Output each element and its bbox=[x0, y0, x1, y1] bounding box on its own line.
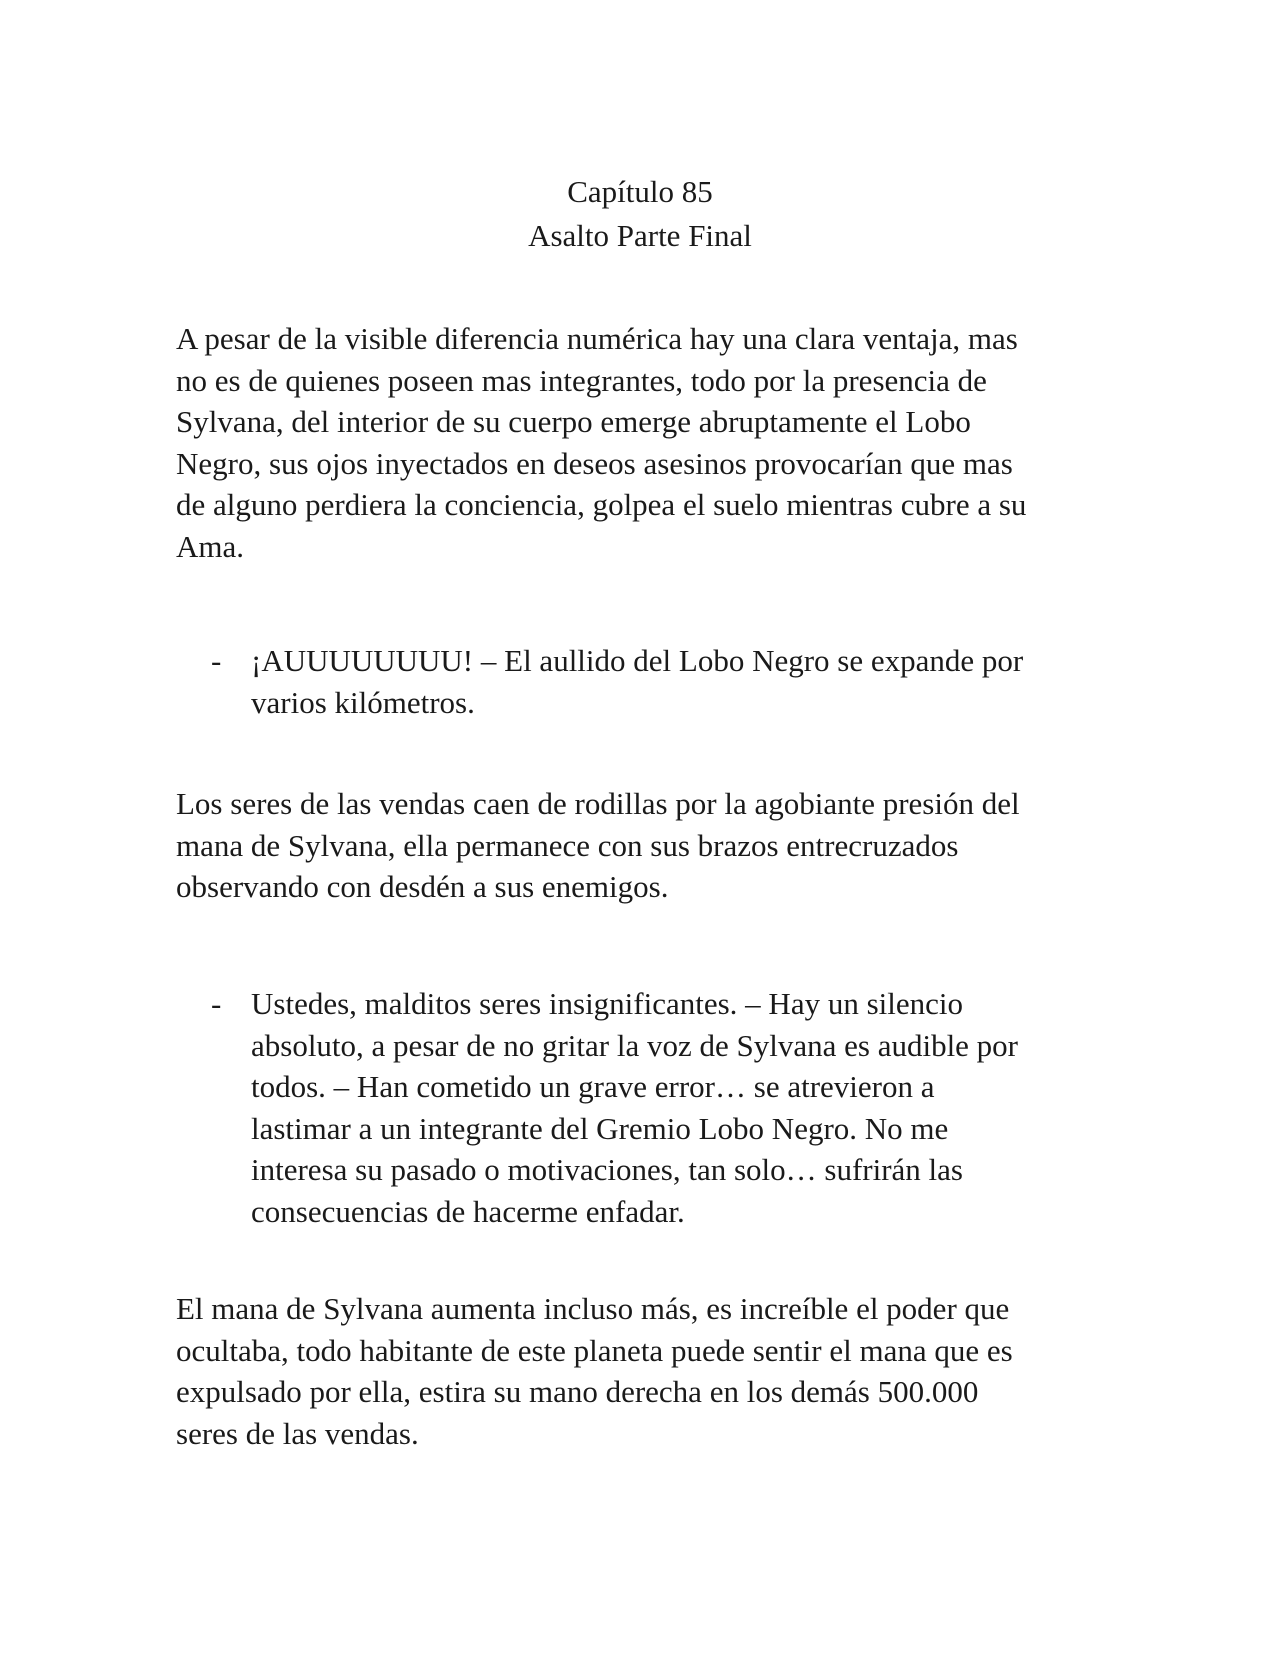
paragraph-3 bbox=[176, 1288, 1013, 1454]
dialogue-line: consecuencias de hacerme enfadar. bbox=[251, 1193, 685, 1229]
dialogue-line: Ustedes, malditos seres insignificantes. – Hay un silencio bbox=[251, 986, 964, 1021]
paragraph-line: no es de quienes poseen mas integrantes, todo por la presencia de bbox=[176, 362, 987, 398]
paragraph-line: Sylvana, del interior de su cuerpo emerge abruptamente el Lobo bbox=[176, 404, 971, 439]
dialogue-line: interesa su pasado o motivaciones, tan solo… sufrirán las bbox=[251, 1152, 963, 1187]
paragraph-line: de alguno perdiera la conciencia, golpea el suelo mientras cubre a su bbox=[176, 487, 1027, 522]
paragraph-line: observando con desdén a sus enemigos. bbox=[176, 869, 669, 904]
dialogue-text bbox=[251, 640, 1023, 723]
paragraph-line: El mana de Sylvana aumenta incluso más, es increíble el poder que bbox=[176, 1291, 1010, 1326]
dialogue-line: varios kilómetros. bbox=[251, 684, 475, 720]
paragraph-line: seres de las vendas. bbox=[176, 1415, 419, 1451]
chapter-title: Asalto Parte Final bbox=[528, 218, 752, 253]
dialogue-line: lastimar a un integrante del Gremio Lobo Negro. No me bbox=[251, 1110, 949, 1146]
paragraph-2 bbox=[176, 783, 1020, 908]
paragraph-line: A pesar de la visible diferencia numérica hay una clara ventaja, mas bbox=[176, 321, 1018, 356]
chapter-heading bbox=[0, 170, 1280, 258]
dialogue-line: todos. – Han cometido un grave error… se atrevieron a bbox=[251, 1069, 935, 1104]
paragraph-line: Negro, sus ojos inyectados en deseos asesinos provocarían que mas bbox=[176, 445, 1013, 481]
paragraph-line: expulsado por ella, estira su mano derecha en los demás 500.000 bbox=[176, 1374, 979, 1409]
dialogue-line: absoluto, a pesar de no gritar la voz de Sylvana es audible por bbox=[251, 1027, 1019, 1063]
chapter-number: Capítulo 85 bbox=[567, 174, 713, 209]
dialogue-dash: - bbox=[211, 643, 222, 678]
paragraph-line: Ama. bbox=[176, 528, 245, 564]
dialogue-text bbox=[251, 983, 1018, 1232]
paragraph-line: mana de Sylvana, ella permanece con sus brazos entrecruzados bbox=[176, 827, 959, 863]
paragraph-line: ocultaba, todo habitante de este planeta puede sentir el mana que es bbox=[176, 1332, 1013, 1368]
dialogue-line: ¡AUUUUUUUU! – El aullido del Lobo Negro se expande por bbox=[251, 643, 1024, 678]
paragraph-1 bbox=[176, 318, 1026, 567]
paragraph-line: Los seres de las vendas caen de rodillas por la agobiante presión del bbox=[176, 786, 1020, 821]
dialogue-dash: - bbox=[211, 986, 222, 1021]
